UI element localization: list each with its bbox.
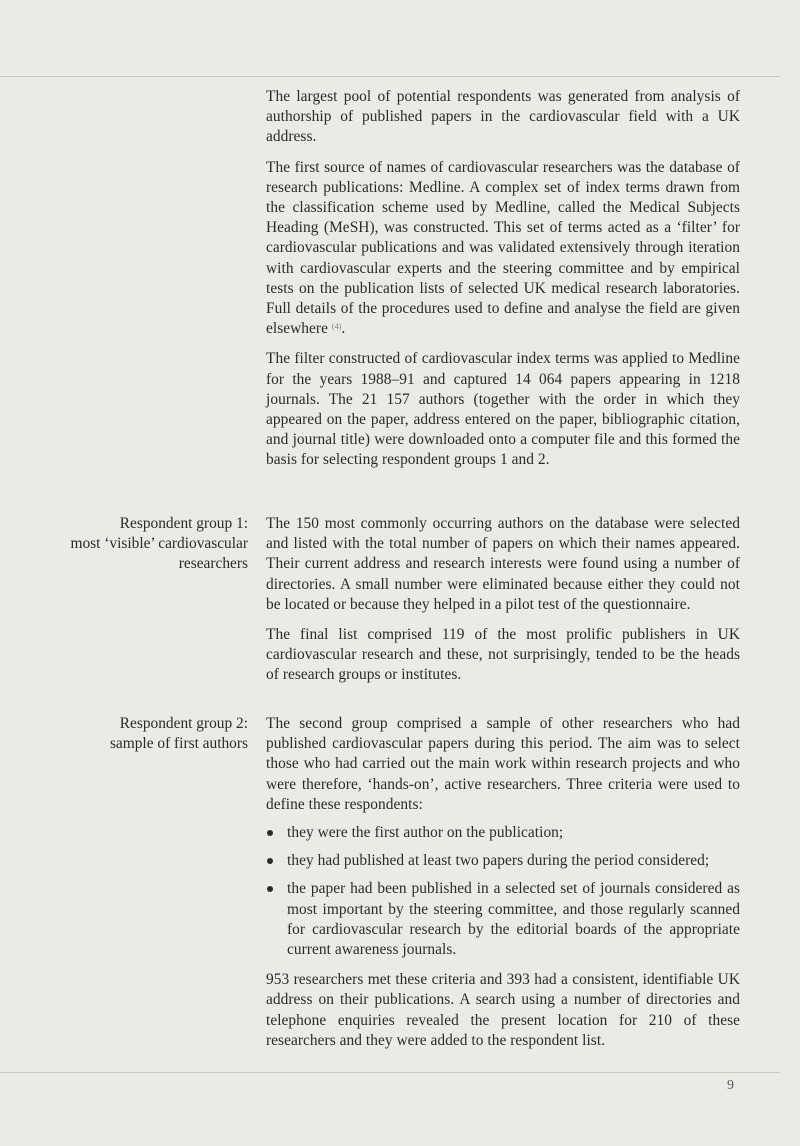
group1-heading-line-3: researchers <box>178 555 248 573</box>
reference-superscript: (4) <box>331 322 342 332</box>
group1-paragraph-1: The 150 most commonly occurring authors on the database were selected and listed with the total number of papers on which their names appeared. Their current address and research interests were found using a number of directories. A small number were eliminated because either they could not be located or because they helped in a pilot test of the questionnaire. <box>266 515 740 613</box>
group1-heading-line-2: most ‘visible’ cardiovascular <box>70 535 248 553</box>
criteria-item-text: they had published at least two papers during the period considered; <box>287 852 710 870</box>
intro-paragraph-1: The largest pool of potential respondents was generated from analysis of authorship of published papers in the cardiovascular field with a UK address. <box>266 88 740 146</box>
criteria-item <box>266 879 740 960</box>
intro-paragraph-2 <box>266 158 740 340</box>
bullet-icon <box>267 858 273 864</box>
group2-paragraph-2: 953 researchers met these criteria and 393 had a consistent, identifiable UK address on their publications. A search using a number of directories and telephone enquiries revealed the present location for 210 of these researchers and they were added to the respondent list. <box>266 971 740 1049</box>
page-number: 9 <box>727 1078 734 1093</box>
criteria-item <box>266 823 740 843</box>
group2-heading-line-1: Respondent group 2: <box>119 715 248 732</box>
criteria-item-text: the paper had been published in a selected set of journals considered as most important by the steering committee, and those regularly scanned for cardiovascular research by the editorial boards of the appropriate current awareness journals. <box>287 880 740 959</box>
group2-heading-line-2: sample of first authors <box>109 735 248 753</box>
group1-section <box>266 514 740 686</box>
intro-paragraph-2-text: The first source of names of cardiovascular researchers was the database of research publications: Medline. A complex set of index terms drawn from the classification scheme used by Medline, called the Medical Subjects Heading (MeSH), was constructed. This set of terms acted as a ‘filter’ for cardiovascular publications and was validated extensively through iteration with cardiovascular experts and the steering committee and by empirical tests on the publication lists of selected UK medical research laboratories. Full details of the procedures used to define and analyse the field are given elsewhere <box>266 158 740 338</box>
group2-paragraph-1: The second group comprised a sample of other researchers who had published cardiovascular papers during this period. The aim was to select those who had carried out the main work within research projects and who were therefore, ‘hands-on’, active researchers. Three criteria were used to define these respondents: <box>266 715 740 813</box>
top-rule <box>0 76 780 77</box>
group1-heading-line-1: Respondent group 1: <box>119 515 248 532</box>
intro-paragraph-3: The filter constructed of cardiovascular index terms was applied to Medline for the years 1988–91 and captured 14 064 papers appearing in 1218 journals. The 21 157 authors (together with the order in which they appeared on the paper, address entered on the paper, bibliographic citation, and journal title) were downloaded onto a computer file and this formed the basis for selecting respondent groups 1 and 2. <box>266 350 740 469</box>
criteria-item-text: they were the first author on the publication; <box>287 824 564 842</box>
bottom-rule <box>0 1072 780 1073</box>
intro-section <box>266 87 740 471</box>
group1-paragraph-2: The final list comprised 119 of the most prolific publishers in UK cardiovascular research and these, not surprisingly, tended to be the heads of research groups or institutes. <box>266 626 740 684</box>
group1-side-heading <box>18 514 248 575</box>
criteria-item <box>266 851 740 871</box>
group2-section <box>266 714 740 1051</box>
criteria-list <box>266 823 740 960</box>
group2-side-heading <box>18 714 248 754</box>
bullet-icon <box>267 830 273 836</box>
bullet-icon <box>267 886 273 892</box>
intro-paragraph-2-end: . <box>341 320 346 338</box>
